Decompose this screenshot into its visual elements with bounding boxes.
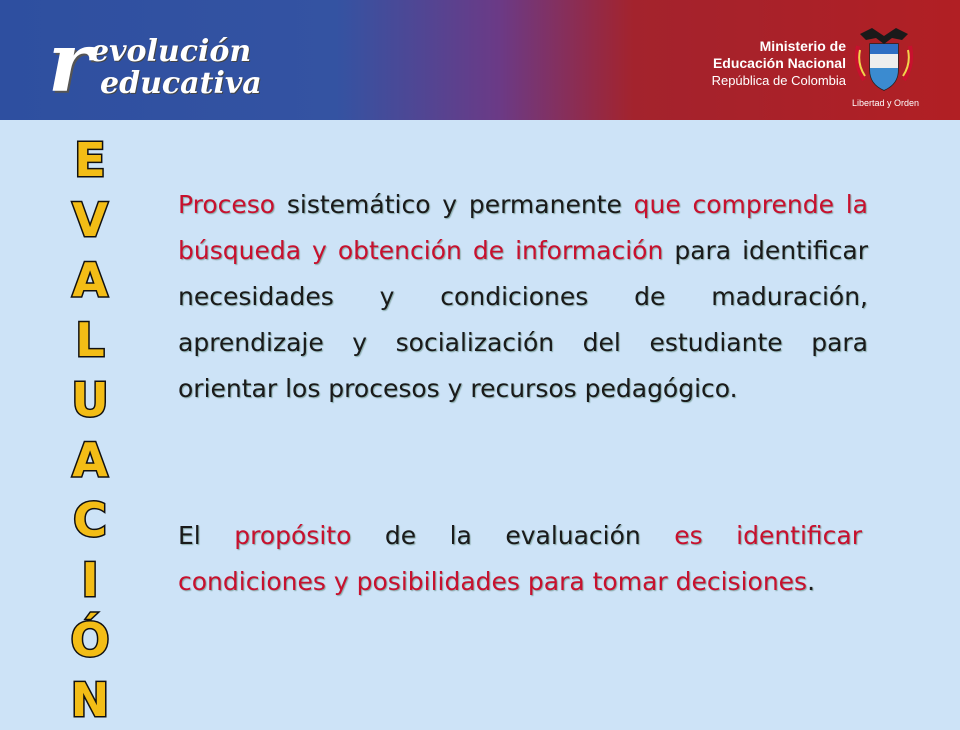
logo-initial: r [48,15,92,111]
ministry-name [712,38,846,89]
ministry-line3: República de Colombia [711,73,846,88]
text-segment: El [178,521,201,550]
revolucion-educativa-logo [48,15,288,111]
ministry-line1: Ministerio de [759,38,846,54]
letter-6: A [72,433,108,487]
highlight-proposito: propósito [234,521,352,550]
letter-7: C [73,493,107,547]
highlight-segment: que comprende la búsqueda y obtención de información [178,190,868,265]
ministry-line2: Educación Nacional [712,55,846,71]
highlight-proceso: Proceso [178,190,276,219]
letter-2: V [72,193,108,247]
text-segment: . [807,567,816,596]
purpose-paragraph [178,513,862,605]
crest-motto: Libertad y Orden [852,98,920,108]
letter-5: U [71,373,109,427]
vertical-word-evaluacion [62,130,118,730]
logo-text-line1: evolución [90,34,252,69]
text-segment: de la evaluación [384,521,641,550]
header-banner [0,0,960,120]
letter-10: N [70,673,110,727]
text-segment: sistemático y permanente [286,190,622,219]
letter-8: I [81,553,99,607]
logo-text-line2: educativa [100,66,262,101]
letter-4: L [75,313,105,367]
letter-3: A [72,253,108,307]
definition-paragraph [178,182,868,412]
text-segment: para identificar necesidades y condiciones de maduración, aprendizaje y socialización del estudiante para orientar los procesos y recursos pedagógico. [178,236,868,403]
letter-1: E [74,133,106,187]
letter-9: Ó [70,613,110,667]
highlight-segment: es identificar condiciones y posibilidades para tomar decisiones [178,521,863,596]
colombia-coat-of-arms-icon [852,24,916,94]
